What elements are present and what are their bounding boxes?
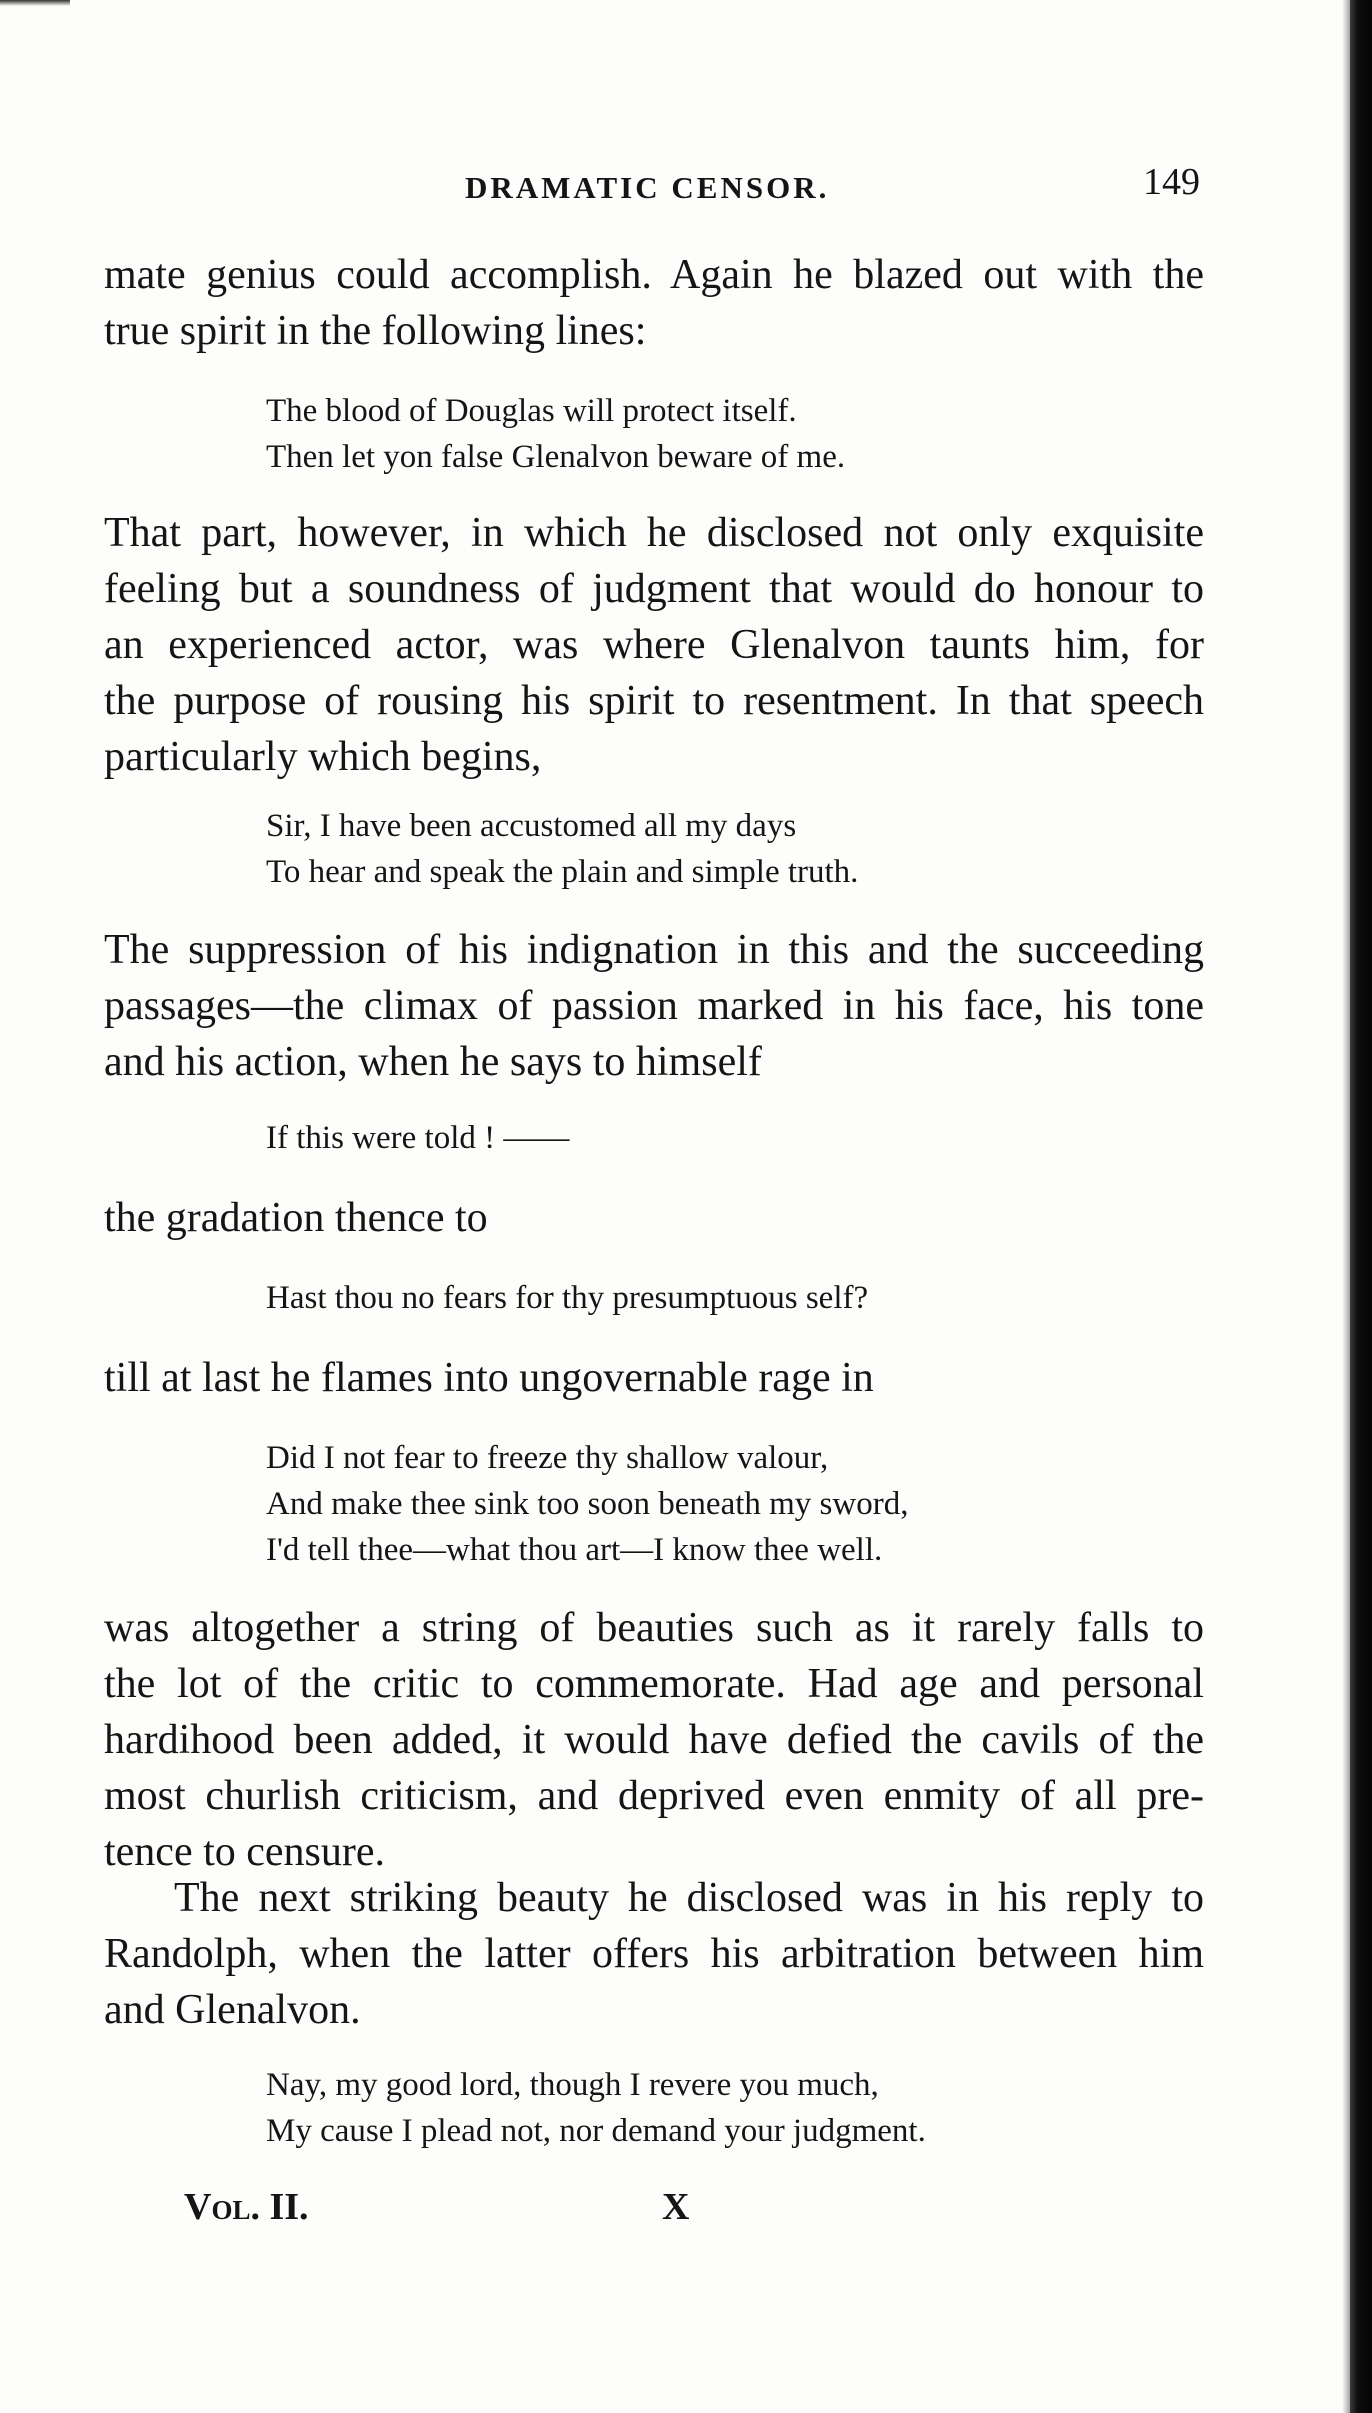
paragraph-4: [104, 1190, 1204, 1246]
verse-line: Nay, my good lord, though I revere you much,: [266, 2067, 879, 2103]
paragraph-2: [104, 505, 1204, 785]
text-line: and his action, when he says to himself: [104, 1039, 762, 1085]
paragraph-1: [104, 247, 1204, 359]
verse-quote-6: [266, 2062, 1166, 2154]
text-line: The next striking beauty he disclosed was in his reply to: [174, 1875, 1204, 1921]
verse-line: Hast thou no fears for thy presumptuous self?: [266, 1280, 869, 1316]
verse-quote-3: [266, 1115, 1166, 1161]
text-line: passages—the climax of passion marked in his face, his tone: [104, 983, 1204, 1029]
page-footer: [184, 2185, 884, 2235]
text-line: Randolph, when the latter offers his arbitration between him: [104, 1931, 1204, 1977]
verse-quote-4: [266, 1275, 1166, 1321]
verse-quote-1: [266, 388, 1166, 480]
verse-line: Sir, I have been accustomed all my days: [266, 808, 797, 844]
volume-signature: Vol. II.: [184, 2186, 309, 2228]
verse-line: If this were told ! ——: [266, 1120, 570, 1156]
gathering-signature: X: [662, 2186, 690, 2228]
verse-line: The blood of Douglas will protect itself.: [266, 393, 797, 429]
text-line: That part, however, in which he disclosed not only exquisite: [104, 510, 1204, 556]
page-gutter-shadow: [1342, 0, 1350, 2413]
text-line: was altogether a string of beauties such as it rarely falls to: [104, 1605, 1204, 1651]
scan-edge-right: [1350, 0, 1372, 2413]
verse-quote-2: [266, 803, 1166, 895]
paragraph-7: [104, 1870, 1204, 2038]
paragraph-6: [104, 1600, 1204, 1880]
text-line: an experienced actor, was where Glenalvon taunts him, for: [104, 622, 1204, 668]
page-header: [100, 160, 1200, 220]
text-line: hardihood been added, it would have defied the cavils of the: [104, 1717, 1204, 1763]
text-line: tence to censure.: [104, 1829, 386, 1875]
text-line: true spirit in the following lines:: [104, 308, 647, 354]
text-line: feeling but a soundness of judgment that would do honour to: [104, 566, 1204, 612]
verse-quote-5: [266, 1435, 1166, 1573]
paragraph-3: [104, 922, 1204, 1090]
paragraph-5: [104, 1350, 1204, 1406]
text-line: till at last he flames into ungovernable rage in: [104, 1355, 874, 1401]
text-line: most churlish criticism, and deprived even enmity of all pre-: [104, 1773, 1204, 1819]
verse-line: My cause I plead not, nor demand your judgment.: [266, 2113, 926, 2149]
verse-line: I'd tell thee—what thou art—I know thee well.: [266, 1532, 883, 1568]
verse-line: Then let yon false Glenalvon beware of me.: [266, 439, 846, 475]
text-line: The suppression of his indignation in this and the succeeding: [104, 927, 1204, 973]
text-line: the lot of the critic to commemorate. Had age and personal: [104, 1661, 1204, 1707]
text-line: and Glenalvon.: [104, 1987, 361, 2033]
verse-line: And make thee sink too soon beneath my sword,: [266, 1486, 909, 1522]
text-line: mate genius could accomplish. Again he blazed out with the: [104, 252, 1204, 298]
verse-line: To hear and speak the plain and simple truth.: [266, 854, 859, 890]
text-line: the gradation thence to: [104, 1195, 488, 1241]
text-line: particularly which begins,: [104, 734, 542, 780]
scan-edge-top: [0, 0, 70, 6]
verse-line: Did I not fear to freeze thy shallow valour,: [266, 1440, 829, 1476]
running-head: DRAMATIC CENSOR.: [465, 170, 830, 205]
page-number: 149: [1143, 161, 1200, 203]
text-line: the purpose of rousing his spirit to resentment. In that speech: [104, 678, 1204, 724]
